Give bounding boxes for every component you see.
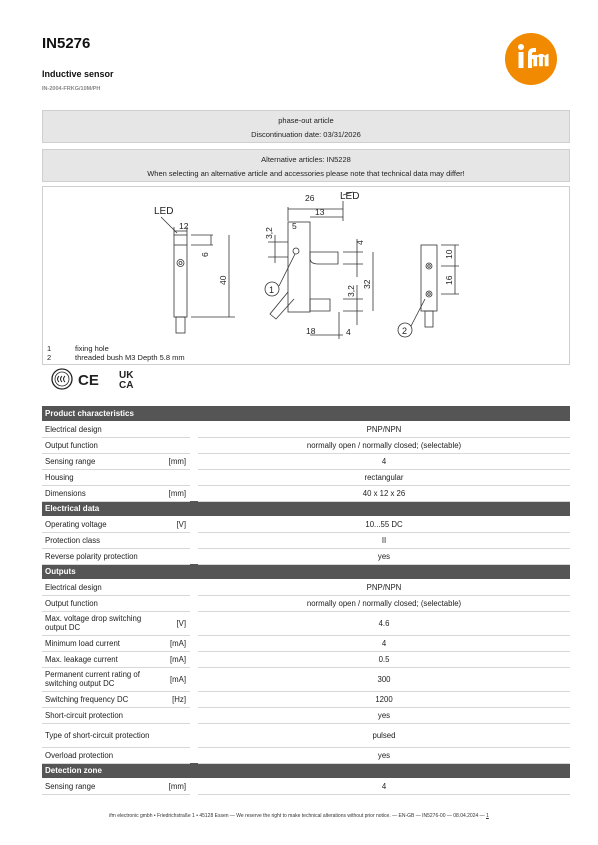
legend-number: 2 [47,353,52,362]
row-unit: [V] [162,611,190,635]
table-row [42,691,570,707]
row-spacer [190,778,198,794]
dim-3-2-bottom: 3,2 [346,285,356,297]
dimension-drawing [42,186,570,365]
row-spacer [190,516,198,532]
row-value: 10...55 DC [198,516,570,532]
alternative-warning: When selecting an alternative article and accessories please note that technical data may differ! [147,169,465,178]
phase-out-notice [42,110,570,143]
row-value: PNP/NPN [198,421,570,437]
row-unit: [mA] [162,651,190,667]
section-title: Detection zone [42,763,570,778]
section-title: Product characteristics [42,406,570,421]
row-unit [162,532,190,548]
row-unit [162,747,190,763]
row-value: 4 [198,453,570,469]
table-row [42,469,570,485]
row-spacer [190,723,198,747]
row-label: Sensing range [42,778,162,794]
specification-table [42,406,570,795]
cul-mark-icon [52,369,72,389]
row-spacer [190,485,198,501]
row-label: Minimum load current [42,635,162,651]
table-row [42,778,570,794]
row-label: Output function [42,595,162,611]
row-value: 0.5 [198,651,570,667]
section-title: Electrical data [42,501,570,516]
row-unit: [mm] [162,778,190,794]
certification-marks [50,368,150,390]
row-value: 40 x 12 x 26 [198,485,570,501]
dim-3-2-top: 3,2 [264,227,274,239]
row-label: Reverse polarity protection [42,548,162,564]
row-label: Protection class [42,532,162,548]
row-spacer [190,635,198,651]
table-row [42,651,570,667]
dim-18: 18 [306,326,316,336]
row-value: PNP/NPN [198,579,570,595]
legend-text: threaded bush M3 Depth 5.8 mm [75,353,185,362]
dim-13: 13 [315,207,325,217]
row-label: Electrical design [42,579,162,595]
row-spacer [190,651,198,667]
section-title: Outputs [42,564,570,579]
dim-6: 6 [200,252,210,257]
row-spacer [190,707,198,723]
row-spacer [190,548,198,564]
article-code: IN-2004-FRKG/10M/PH [42,86,101,92]
row-label: Short-circuit protection [42,707,162,723]
row-unit [162,437,190,453]
row-label: Output function [42,437,162,453]
row-unit [162,723,190,747]
legend-item [47,344,367,353]
row-spacer [190,747,198,763]
ifm-logo [505,33,557,85]
row-value: normally open / normally closed; (selectable) [198,595,570,611]
table-row [42,485,570,501]
table-row [42,723,570,747]
legend-item [47,353,367,362]
row-label: Overload protection [42,747,162,763]
row-spacer [190,611,198,635]
section-header [42,501,570,516]
phase-out-label: phase-out article [278,116,334,125]
row-unit [162,595,190,611]
row-unit [162,469,190,485]
row-value: II [198,532,570,548]
row-label: Housing [42,469,162,485]
footer-text: ifm electronic gmbh • Friedrichstraße 1 • 45128 Essen — We reserve the right to make technical alterations without prior notice. — EN-GB — IN5276-00 — 08.04.2024 — [109,813,485,819]
dim-12: 12 [179,221,189,231]
callout-2: 2 [402,326,408,336]
table-row [42,548,570,564]
row-value: rectangular [198,469,570,485]
row-value: yes [198,747,570,763]
product-subtitle: Inductive sensor [42,69,114,79]
ukca-mark-top: UK [119,370,134,381]
dimension-drawing-svg [43,187,571,366]
row-label: Switching frequency DC [42,691,162,707]
product-title: IN5276 [42,35,91,52]
row-unit [162,421,190,437]
table-row [42,595,570,611]
row-spacer [190,691,198,707]
row-spacer [190,469,198,485]
row-spacer [190,453,198,469]
row-value: 4.6 [198,611,570,635]
dim-26: 26 [305,193,315,203]
row-value: yes [198,548,570,564]
alternative-articles[interactable]: Alternative articles: IN5228 [261,155,351,164]
section-header [42,406,570,421]
row-unit [162,579,190,595]
ukca-mark-bottom: CA [119,380,134,390]
legend-number: 1 [47,344,52,353]
row-value: 4 [198,778,570,794]
row-unit: [mm] [162,453,190,469]
row-spacer [190,667,198,691]
table-row [42,532,570,548]
section-header [42,564,570,579]
row-value: normally open / normally closed; (selectable) [198,437,570,453]
table-row [42,747,570,763]
section-header [42,763,570,778]
alternative-notice [42,149,570,182]
row-value: 4 [198,635,570,651]
row-unit: [mA] [162,667,190,691]
row-label: Max. leakage current [42,651,162,667]
row-label: Electrical design [42,421,162,437]
row-spacer [190,437,198,453]
dim-32: 32 [362,279,372,289]
table-row [42,611,570,635]
row-label: Permanent current rating of switching output DC [42,667,162,691]
row-spacer [190,532,198,548]
row-label: Max. voltage drop switching output DC [42,611,162,635]
callout-1: 1 [269,285,275,295]
row-spacer [190,595,198,611]
table-row [42,579,570,595]
discontinuation-date: Discontinuation date: 03/31/2026 [251,130,361,139]
table-row [42,453,570,469]
dim-4-top: 4 [355,240,365,245]
row-label: Sensing range [42,453,162,469]
table-row [42,421,570,437]
page-number[interactable]: 1 [486,813,489,819]
row-unit: [Hz] [162,691,190,707]
dim-10: 10 [444,249,454,259]
row-spacer [190,421,198,437]
row-value: 300 [198,667,570,691]
dim-40: 40 [218,275,228,285]
table-row [42,437,570,453]
legend-text: fixing hole [75,344,109,353]
dim-5: 5 [292,221,297,231]
row-unit: [mm] [162,485,190,501]
table-row [42,516,570,532]
table-row [42,635,570,651]
led-label-middle: LED [340,191,360,202]
led-label-left: LED [154,206,174,217]
dim-4-bottom: 4 [346,327,351,337]
table-row [42,667,570,691]
table-row [42,707,570,723]
ce-mark: CE [78,372,99,389]
row-value: yes [198,707,570,723]
dim-16: 16 [444,275,454,285]
row-value: pulsed [198,723,570,747]
row-unit: [V] [162,516,190,532]
row-unit [162,548,190,564]
row-value: 1200 [198,691,570,707]
row-unit [162,707,190,723]
page-footer [0,813,598,819]
row-label: Type of short-circuit protection [42,723,162,747]
row-unit: [mA] [162,635,190,651]
row-spacer [190,579,198,595]
row-label: Dimensions [42,485,162,501]
row-label: Operating voltage [42,516,162,532]
